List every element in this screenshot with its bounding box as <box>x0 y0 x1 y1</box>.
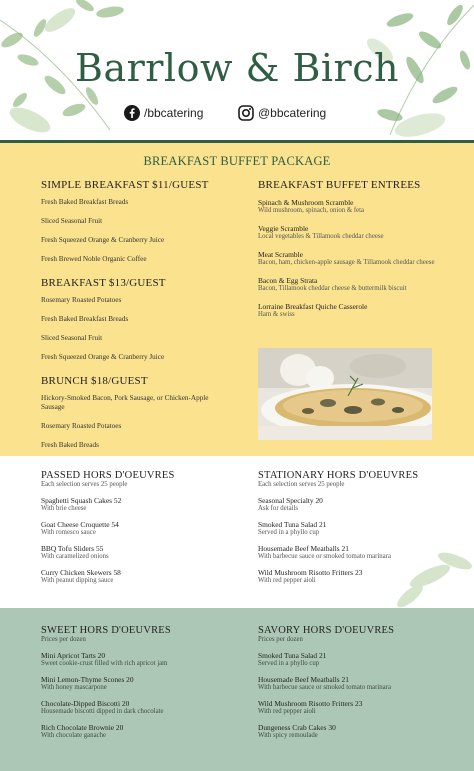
item-description: With red pepper aioli <box>258 577 316 584</box>
menu-item <box>258 496 448 513</box>
brand-title: Barrlow & Birch <box>75 46 399 90</box>
quiche-photo <box>258 348 432 440</box>
item-description: With barbecue sauce or smoked tomato marinara <box>258 684 391 691</box>
menu-item <box>41 699 241 716</box>
item-name: Dungeness Crab Cakes 30 <box>258 723 336 732</box>
item-description: With spicy remoulade <box>258 732 318 739</box>
menu-item <box>258 520 448 537</box>
item-description: Sweet cookie-crust filled with rich apricot jam <box>41 660 168 667</box>
sweet-savory-section <box>0 608 474 771</box>
passed-hors-doeuvres <box>41 470 231 592</box>
item-name: Lorraine Breakfast Quiche Casserole <box>258 302 368 311</box>
list-item: Sliced Seasonal Fruit <box>41 334 103 342</box>
item-name: Smoked Tuna Salad 21 <box>258 651 327 660</box>
menu-item <box>41 651 241 668</box>
sweet-subtitle: Prices per dozen <box>41 636 86 643</box>
menu-item <box>258 699 458 716</box>
menu-item <box>258 198 438 215</box>
item-description: With romesco sauce <box>41 529 96 536</box>
item-description: Local vegetables & Tillamook cheddar cheese <box>258 233 384 240</box>
list-item: Rosemary Roasted Potatoes <box>41 422 122 430</box>
list-item: Hickory-Smoked Bacon, Pork Sausage, or Chicken-Apple Sausage <box>41 394 209 411</box>
item-name: Goat Cheese Croquette 54 <box>41 520 119 529</box>
menu-item <box>41 723 241 740</box>
list-item: Rosemary Roasted Potatoes <box>41 296 122 304</box>
menu-item <box>258 723 458 740</box>
item-description: With honey mascarpone <box>41 684 107 691</box>
item-description: Bacon, Tillamook cheddar cheese & buttermilk biscuit <box>258 285 407 292</box>
instagram-icon <box>238 105 254 121</box>
menu-item <box>41 496 231 513</box>
brunch-title: BRUNCH $18/GUEST <box>41 375 148 387</box>
item-description: Wild mushroom, spinach, onion & feta <box>258 207 365 214</box>
savory-title: SAVORY HORS D'OEUVRES <box>258 625 395 636</box>
menu-item <box>258 224 438 241</box>
menu-item <box>41 568 231 585</box>
item-name: Mini Apricot Tarts 20 <box>41 651 106 660</box>
item-description: With brie cheese <box>41 505 87 512</box>
list-item: Fresh Baked Breads <box>41 441 99 449</box>
list-item: Fresh Brewed Noble Organic Coffee <box>41 255 147 263</box>
item-description: Bacon, ham, chicken-apple sausage & Tillamook cheddar cheese <box>258 259 435 266</box>
sweet-hors-doeuvres <box>41 625 241 747</box>
item-name: Curry Chicken Skewers 58 <box>41 568 121 577</box>
facebook-icon <box>124 105 140 121</box>
item-name: Seasonal Specialty 20 <box>258 496 323 505</box>
menu-item <box>258 568 448 585</box>
breakfast-packages <box>41 179 231 460</box>
menu-item <box>258 302 438 319</box>
menu-item <box>258 675 458 692</box>
instagram-link[interactable] <box>238 103 326 123</box>
menu-item <box>258 651 458 668</box>
item-name: Mini Lemon-Thyme Scones 20 <box>41 675 134 684</box>
item-description: Ask for details <box>258 505 299 512</box>
list-item: Fresh Baked Breakfast Breads <box>41 198 129 206</box>
item-name: Smoked Tuna Salad 21 <box>258 520 327 529</box>
instagram-handle: @bbcatering <box>258 106 327 120</box>
breakfast-entrees <box>258 179 438 328</box>
passed-subtitle: Each selection serves 25 people <box>41 481 128 488</box>
item-name: Veggie Scramble <box>258 224 309 233</box>
stationary-title: STATIONARY HORS D'OEUVRES <box>258 470 419 481</box>
list-item: Sliced Seasonal Fruit <box>41 217 103 225</box>
item-name: Rich Chocolate Brownie 20 <box>41 723 124 732</box>
breakfast-title: BREAKFAST BUFFET PACKAGE <box>143 154 331 168</box>
item-description: With caramelized onions <box>41 553 109 560</box>
passed-title: PASSED HORS D'OEUVRES <box>41 470 175 481</box>
item-name: Wild Mushroom Risotto Fritters 23 <box>258 568 363 577</box>
breakfast-section <box>0 143 474 456</box>
item-name: Housemade Beef Meatballs 21 <box>258 675 349 684</box>
list-item: Fresh Squeezed Orange & Cranberry Juice <box>41 353 165 361</box>
item-description: With peanut dipping sauce <box>41 577 114 584</box>
breakfast-13-title: BREAKFAST $13/GUEST <box>41 277 166 289</box>
item-description: Housemade biscotti dipped in dark chocolate <box>41 708 164 715</box>
menu-header <box>0 0 474 140</box>
item-description: Served in a phyllo cup <box>258 529 320 536</box>
item-name: Housemade Beef Meatballs 21 <box>258 544 349 553</box>
menu-item <box>41 544 231 561</box>
item-description: Ham & swiss <box>258 311 295 318</box>
item-name: Chocolate-Dipped Biscotti 20 <box>41 699 130 708</box>
item-name: BBQ Tofu Sliders 55 <box>41 544 104 553</box>
menu-item <box>41 675 241 692</box>
item-name: Spinach & Mushroom Scramble <box>258 198 354 207</box>
menu-item <box>258 544 448 561</box>
stationary-hors-doeuvres <box>258 470 448 592</box>
menu-item <box>258 250 438 267</box>
menu-item <box>258 276 438 293</box>
item-name: Bacon & Egg Strata <box>258 276 318 285</box>
list-item: Fresh Squeezed Orange & Cranberry Juice <box>41 236 165 244</box>
sweet-title: SWEET HORS D'OEUVRES <box>41 625 171 636</box>
item-name: Spaghetti Squash Cakes 52 <box>41 496 122 505</box>
menu-item <box>41 520 231 537</box>
list-item: Fresh Baked Breakfast Breads <box>41 315 129 323</box>
item-name: Meat Scramble <box>258 250 303 259</box>
facebook-handle: /bbcatering <box>144 106 204 120</box>
stationary-subtitle: Each selection serves 25 people <box>258 481 345 488</box>
item-description: With red pepper aioli <box>258 708 316 715</box>
item-description: With chocolate ganache <box>41 732 107 739</box>
item-description: Served in a phyllo cup <box>258 660 320 667</box>
facebook-link[interactable] <box>124 103 203 123</box>
savory-hors-doeuvres <box>258 625 458 747</box>
savory-subtitle: Prices per dozen <box>258 636 303 643</box>
item-description: With barbecue sauce or smoked tomato marinara <box>258 553 391 560</box>
simple-breakfast-title: SIMPLE BREAKFAST $11/GUEST <box>41 179 209 191</box>
entrees-title: BREAKFAST BUFFET ENTREES <box>258 179 421 191</box>
hors-doeuvres-section <box>0 456 474 608</box>
item-name: Wild Mushroom Risotto Fritters 23 <box>258 699 363 708</box>
